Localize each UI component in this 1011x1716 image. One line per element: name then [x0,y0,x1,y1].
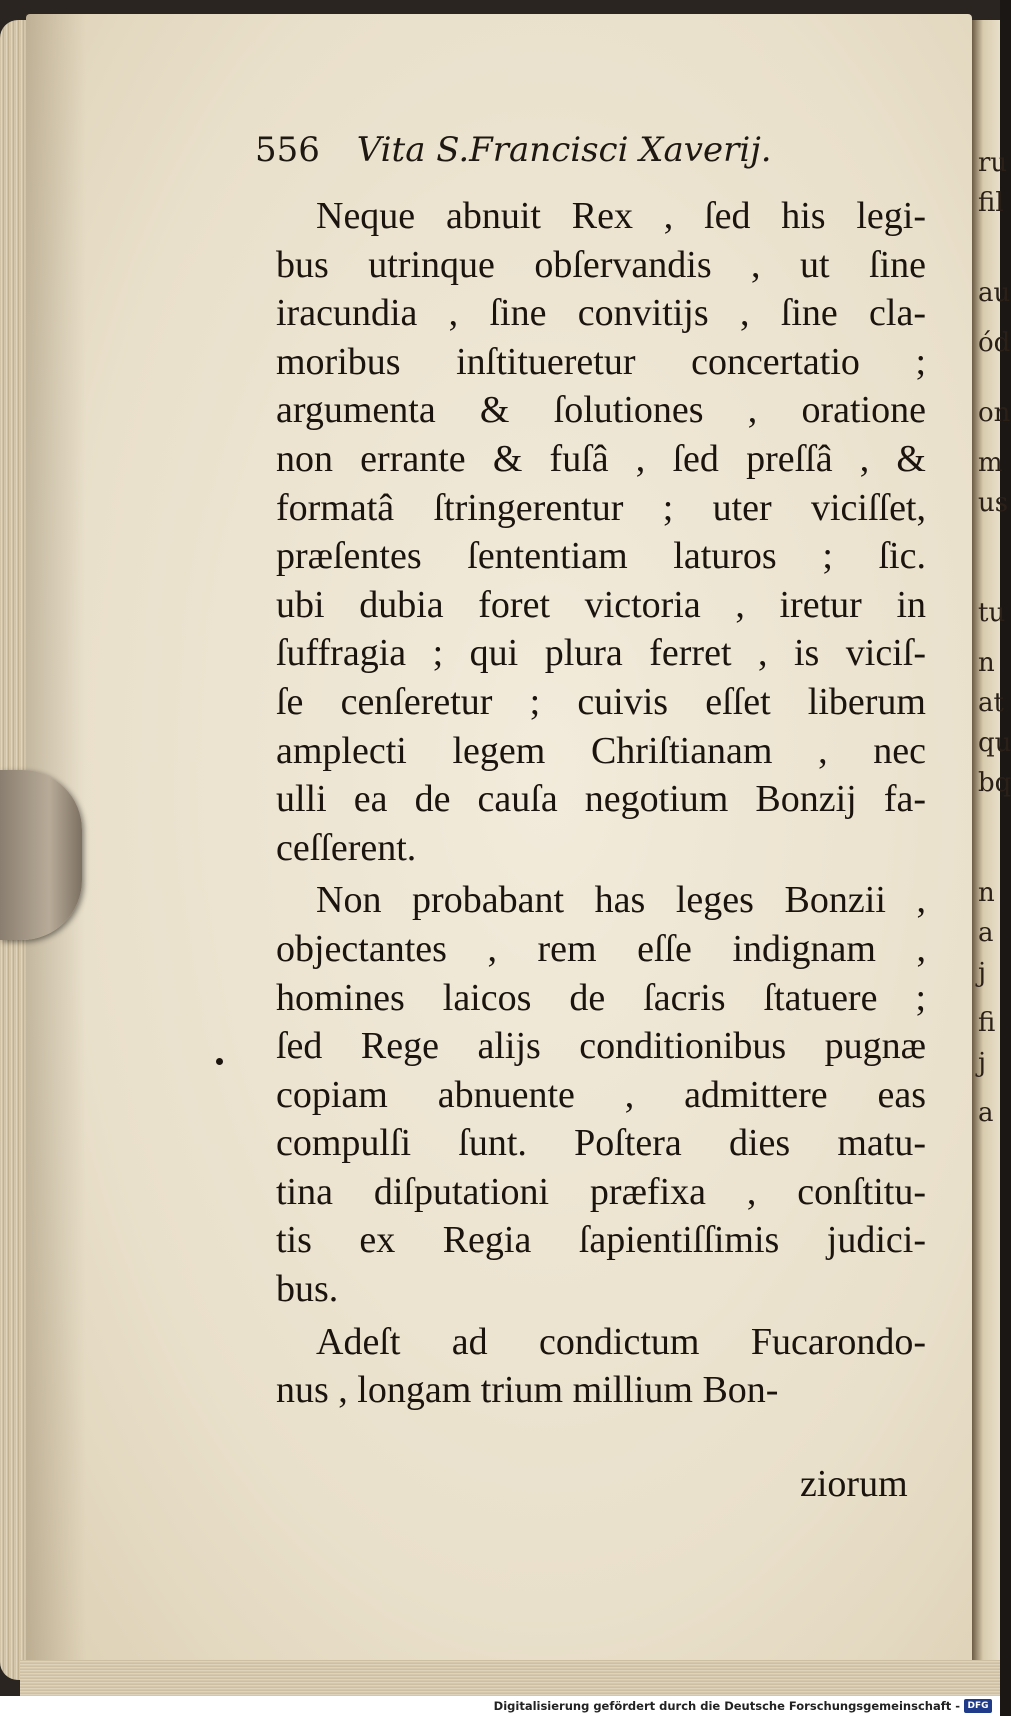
text-line: Adeſt ad condictum Fucarondo- [316,1320,926,1363]
text-line: Neque abnuit Rex , ſed his legi- [316,195,926,237]
facing-page-fragment: j [978,958,987,988]
facing-page-fragment: n [978,648,995,678]
text-line: tina diſputationi præfixa , conſtitu- [276,1170,926,1213]
page-header [255,130,772,170]
text-line: iracundia , ſine convitijs , ſine cla- [276,292,926,335]
facing-page-fragment: at [978,688,1004,718]
paragraph [276,876,926,1313]
text-line: ſed Rege alijs conditionibus pugnæ [276,1025,926,1068]
paragraph [276,192,926,872]
catchword: ziorum [800,1463,908,1505]
text-line: moribus inſtitueretur concertatio ; [276,340,926,383]
facing-page-fragment: au [978,278,1011,308]
text-line: ulli ea de cauſa negotium Bonzij fa- [276,778,926,821]
text-line: amplecti legem Chriſtianam , nec [276,729,926,772]
text-line: ubi dubia foret victoria , iretur in [276,583,926,626]
facing-page-fragment: fi [978,1008,996,1038]
margin-ink-mark [216,1058,223,1065]
text-line: argumenta & ſolutiones , oratione [276,389,926,432]
facing-page-fragment: qu [978,728,1011,758]
facing-page-fragment: bq [978,768,1011,798]
text-line: ceſſerent. [276,826,417,869]
facing-page-fragment: m [978,448,1003,478]
body-text [276,192,926,1415]
facing-page-fragment: ru [978,148,1008,178]
text-line: ſe cenſeretur ; cuivis eſſet liberum [276,680,926,723]
facing-page-fragment: ód [978,328,1011,358]
facing-page-edge [972,20,1011,1680]
text-line: Non probabant has leges Bonzii , [316,879,926,922]
text-line: homines laicos de ſacris ſtatuere ; [276,976,926,1019]
bottom-page-edges [20,1660,1000,1696]
page-number: 556 [255,130,320,170]
running-title: Vita S.Francisci Xaverij. [356,130,772,170]
text-line: copiam abnuente , admittere eas [276,1073,926,1116]
dfg-logo: DFG [964,1699,992,1713]
text-line: non errante & fuſâ , ſed preſſâ , & [276,437,926,480]
facing-page-fragment: j [978,1048,987,1078]
facing-page-fragment: fil [978,188,1004,218]
facing-page-fragment: us [978,488,1009,518]
digitization-credit: Digitalisierung gefördert durch die Deutsche Forschungsgemeinschaft - [493,1699,960,1713]
facing-page-fragment: a [978,1098,994,1128]
text-line: bus utrinque obſervandis , ut ſine [276,243,926,286]
paragraph [276,1318,926,1415]
bookmark-ribbon [0,770,82,940]
text-line: compulſi ſunt. Poſtera dies matu- [276,1122,926,1165]
text-line: ſuffragia ; qui plura ferret , is viciſ- [276,632,926,675]
text-line: bus. [276,1268,339,1311]
text-line: tis ex Regia ſapientiſſimis judici- [276,1219,926,1262]
text-line: formatâ ſtringerentur ; uter viciſſet, [276,486,926,529]
facing-page-fragment: on [978,398,1011,428]
facing-page-fragment: a [978,918,994,948]
text-line: præſentes ſententiam laturos ; ſic. [276,535,926,578]
text-line: objectantes , rem eſſe indignam , [276,927,926,970]
text-line: nus , longam trium millium Bon- [276,1369,779,1412]
facing-page-fragment: n [978,878,995,908]
facing-page-fragment: tu [978,598,1006,628]
